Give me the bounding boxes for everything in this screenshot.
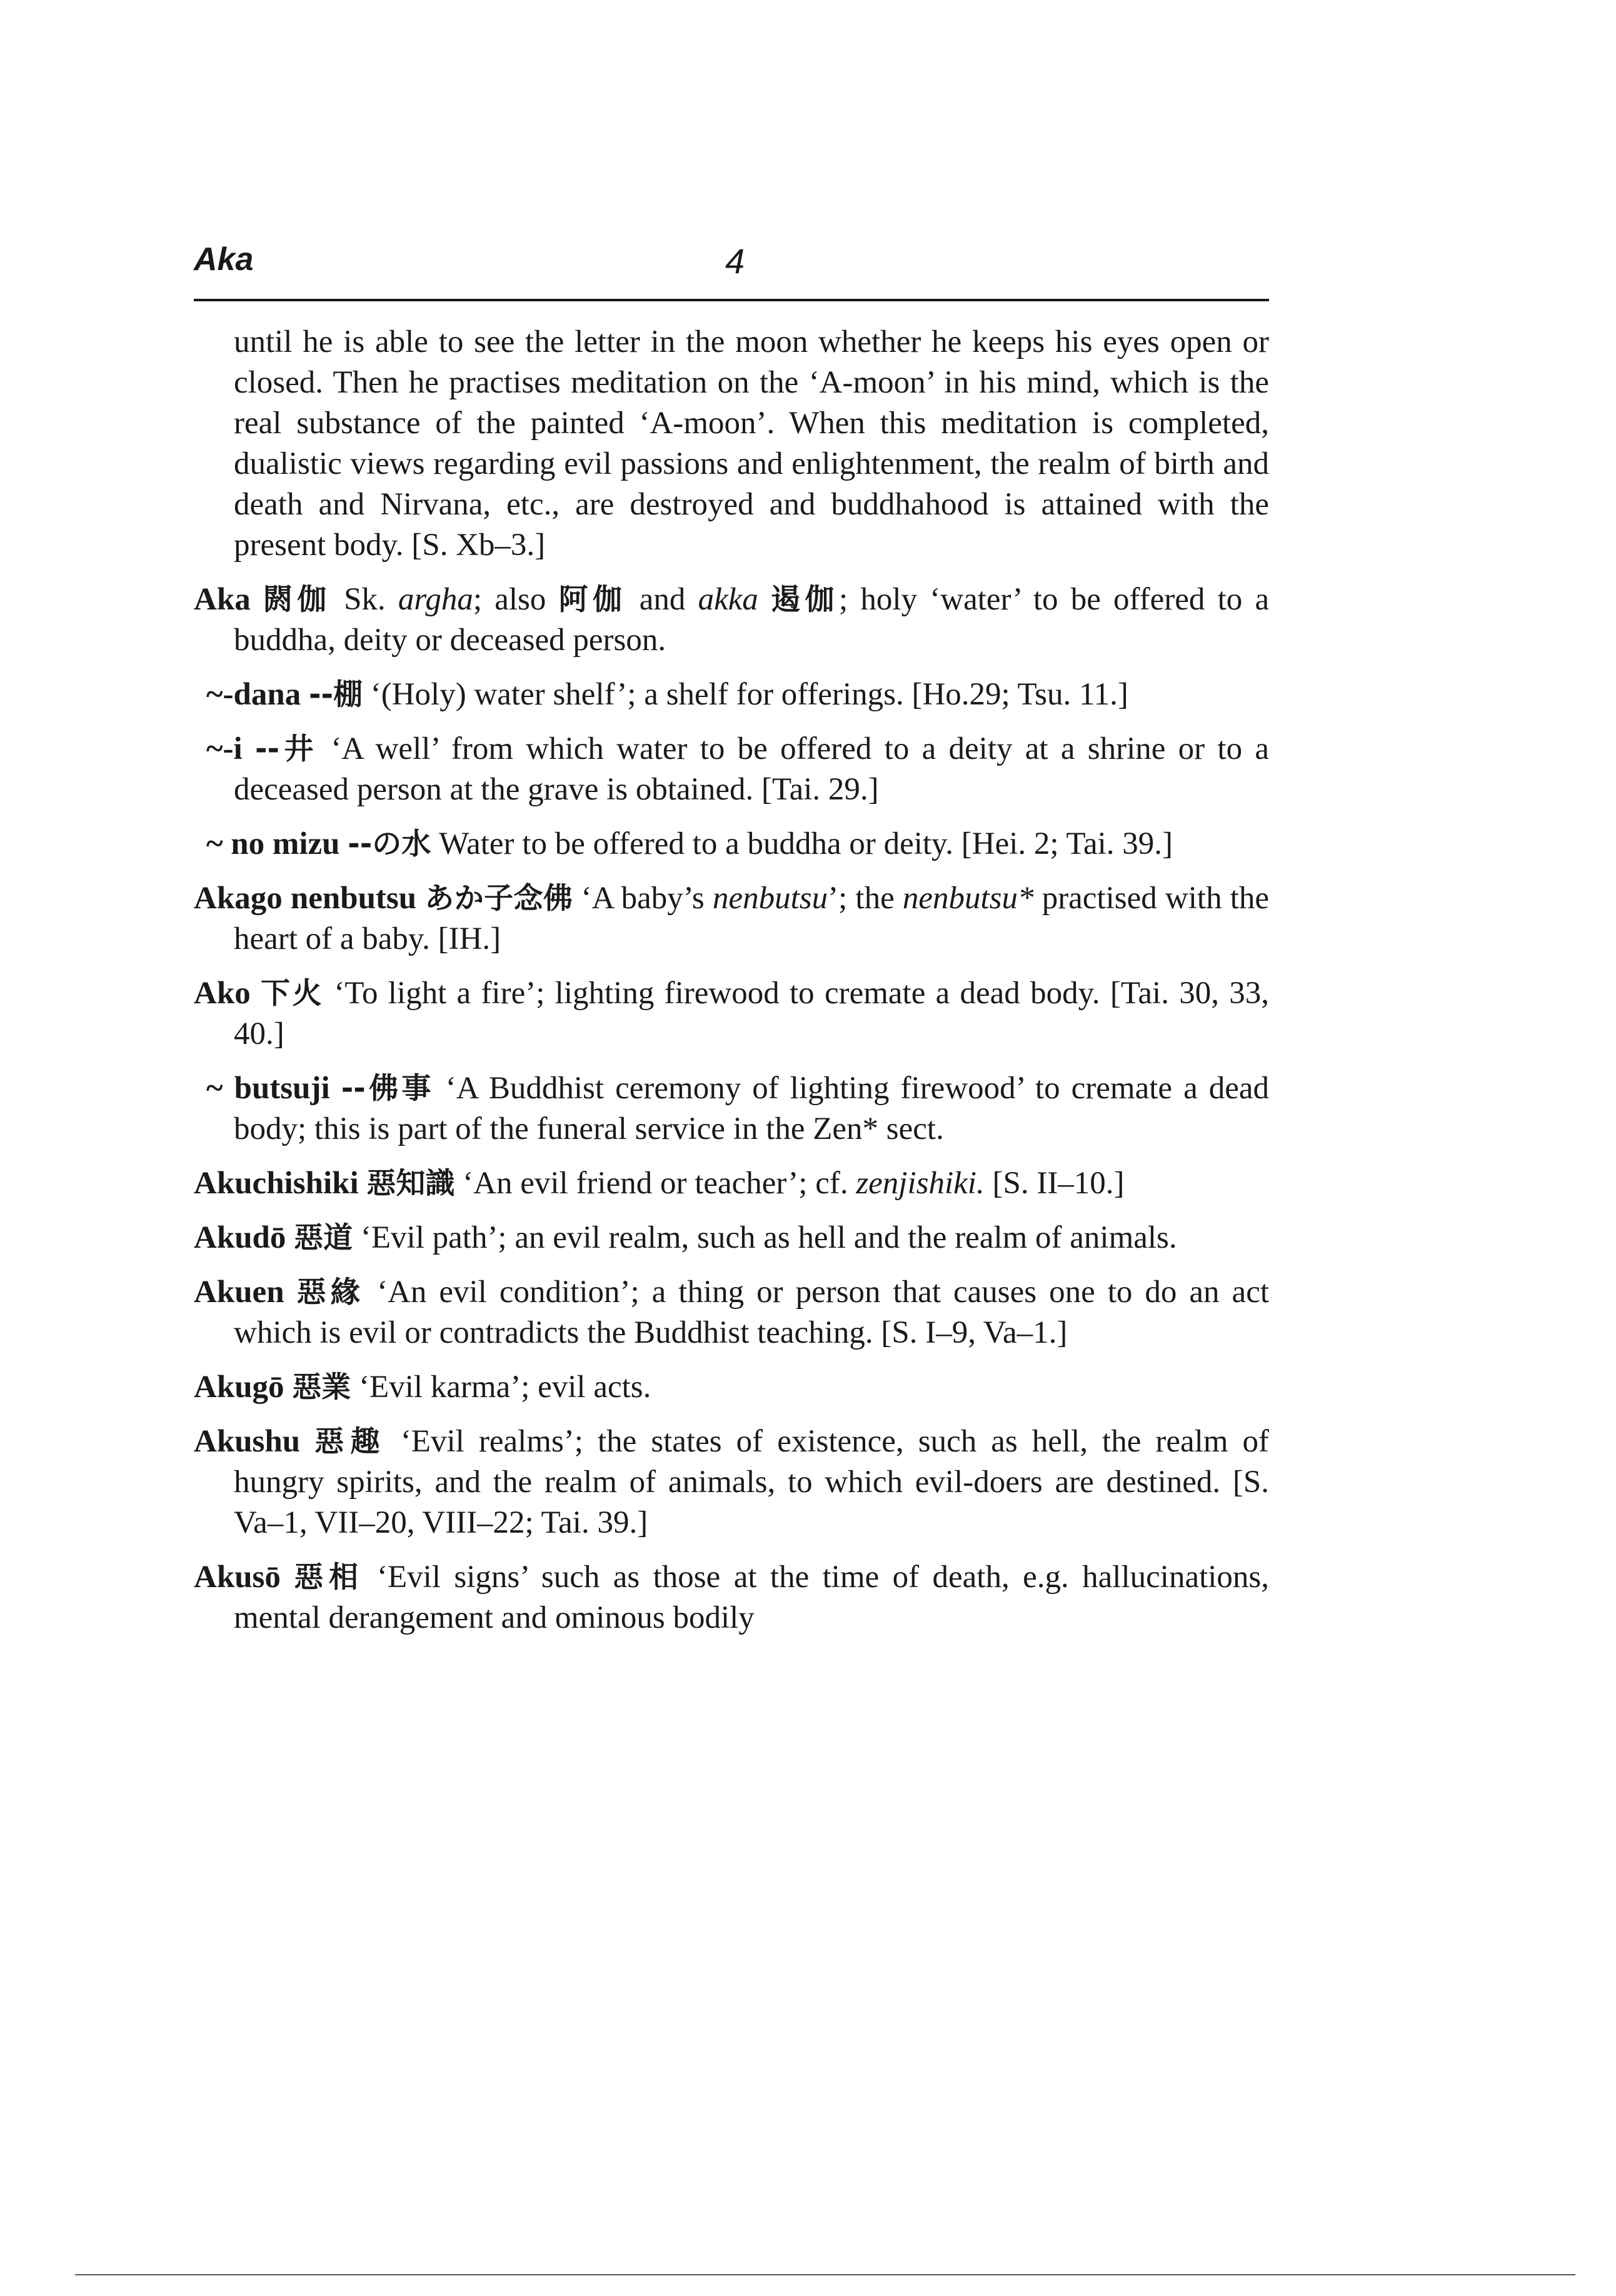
entry-akushu (194, 1421, 1269, 1543)
reference: [S. Xb–3.] (411, 528, 546, 563)
definition: ‘(Holy) water shelf’; a shelf for offerings. (370, 677, 904, 712)
reference: [Hei. 2; Tai. 39.] (961, 826, 1173, 861)
header-rule (194, 299, 1269, 301)
kanji-term: 惡相 (294, 1560, 364, 1595)
headword: Akuen (194, 1275, 284, 1310)
entry-ako-butsuji (194, 1068, 1269, 1150)
reference: [IH.] (438, 921, 501, 956)
entry-akudo (194, 1218, 1269, 1258)
kanji-term: --佛事 (341, 1071, 434, 1106)
kanji-term: 惡道 (294, 1221, 353, 1255)
italic-term: nenbutsu* (902, 881, 1034, 916)
entry-akugo (194, 1367, 1269, 1408)
headword: Aka (194, 582, 251, 617)
definition-part: ; also (473, 582, 546, 617)
kanji-term: 惡緣 (296, 1275, 365, 1310)
definition-prefix: Sk. (344, 582, 386, 617)
entry-ako (194, 973, 1269, 1055)
headword: Akuchishiki (194, 1166, 359, 1201)
continued-definition: until he is able to see the letter in the moon whether he keeps his eyes open or closed. Then he practises meditation on the ‘A-moon’ in his mind, which is the real substance of the painted ‘A-moon’. When this meditation is completed, dualistic views regarding evil passions and enlightenment, the realm of birth and death and Nirvana, etc., are destroyed and buddhahood is attained with the present body. (234, 324, 1269, 563)
definition: ‘Evil signs’ such as those at the time of death, e.g. hallucinations, mental derangement and ominous bodily (234, 1560, 1270, 1635)
entry-aka-dana (194, 674, 1269, 715)
running-head-word: Aka (194, 241, 254, 278)
definition-part: ’; the (828, 881, 895, 916)
definition: Water to be offered to a buddha or deity. (439, 826, 953, 861)
kanji-term: --棚 (308, 678, 363, 712)
definition: ‘An evil condition’; a thing or person that causes one to do an act which is evil or contradicts the Buddhist teaching. (234, 1275, 1270, 1350)
kanji-term: 下火 (261, 976, 324, 1011)
entry-akago-nenbutsu (194, 878, 1269, 960)
definition: ‘To light a fire’; lighting firewood to cremate a dead body. (334, 976, 1100, 1011)
reference: [S. II–10.] (992, 1166, 1125, 1201)
definition: ‘Evil karma’; evil acts. (359, 1370, 651, 1405)
kanji-term: 惡業 (292, 1370, 351, 1405)
kanji-term: あか子念佛 (424, 881, 573, 916)
kanji-term: --井 (254, 732, 319, 766)
definition: ‘A Buddhist ceremony of lighting firewood’ to cremate a dead body; this is part of the funeral service in the Zen* sect. (234, 1071, 1270, 1146)
headword: Ako (194, 976, 251, 1011)
reference: [S. I–9, Va–1.] (881, 1315, 1068, 1350)
reference: [Ho.29; Tsu. 11.] (911, 677, 1128, 712)
kanji-term: 惡知識 (366, 1166, 455, 1201)
definition: ‘Evil realms’; the states of existence, such as hell, the realm of hungry spirits, and the realm of animals, to which evil-doers are destined. (234, 1424, 1270, 1500)
headword: Akago nenbutsu (194, 881, 417, 916)
entry-aka-i (194, 729, 1269, 810)
sanskrit-term: argha (398, 582, 473, 617)
kanji-term: 閼伽 (263, 583, 331, 617)
italic-term: nenbutsu (712, 881, 828, 916)
headword: ~-i (206, 731, 243, 766)
definition-part: practised with the heart of a baby. (234, 881, 1270, 956)
continued-entry-text (194, 322, 1269, 566)
cross-reference: zenjishiki. (856, 1166, 985, 1201)
entry-aka (194, 579, 1269, 661)
headword: ~ no mizu (206, 826, 340, 861)
headword: Akudō (194, 1220, 286, 1255)
entry-akuso (194, 1557, 1269, 1638)
kanji-term: 惡趣 (314, 1425, 386, 1459)
dictionary-body (194, 322, 1269, 1652)
headword: Akugō (194, 1370, 284, 1405)
headword: ~ butsuji (206, 1071, 330, 1106)
running-head (194, 241, 1275, 291)
definition-part: ‘A baby’s (581, 881, 705, 916)
headword: Akushu (194, 1424, 301, 1459)
reference: [S. Va–1, VII–20, VIII–22; Tai. 39.] (234, 1465, 1270, 1540)
entry-aka-no-mizu (194, 824, 1269, 865)
entry-akuen (194, 1272, 1269, 1353)
definition: ; holy ‘water’ to be offered to a buddha, deity or deceased person. (234, 582, 1270, 658)
definition: ‘Evil path’; an evil realm, such as hell and the realm of animals. (360, 1220, 1177, 1255)
reference: [Tai. 30, 33, 40.] (234, 976, 1270, 1051)
kanji-variant: 阿伽 (558, 583, 627, 617)
definition: ‘A well’ from which water to be offered to a deity at a shrine or to a deceased person at the grave is obtained. (234, 731, 1270, 807)
kanji-variant: 遏伽 (771, 583, 840, 617)
variant-term: akka (698, 582, 758, 617)
page-number: 4 (725, 241, 745, 281)
headword: ~-dana (206, 677, 301, 712)
definition-part: ‘An evil friend or teacher’; cf. (463, 1166, 848, 1201)
entry-akuchishiki (194, 1163, 1269, 1204)
kanji-term: --の水 (348, 827, 431, 861)
bottom-scan-edge (75, 2274, 1575, 2275)
reference: [Tai. 29.] (761, 772, 879, 807)
headword: Akusō (194, 1560, 281, 1595)
definition-part: and (639, 582, 686, 617)
